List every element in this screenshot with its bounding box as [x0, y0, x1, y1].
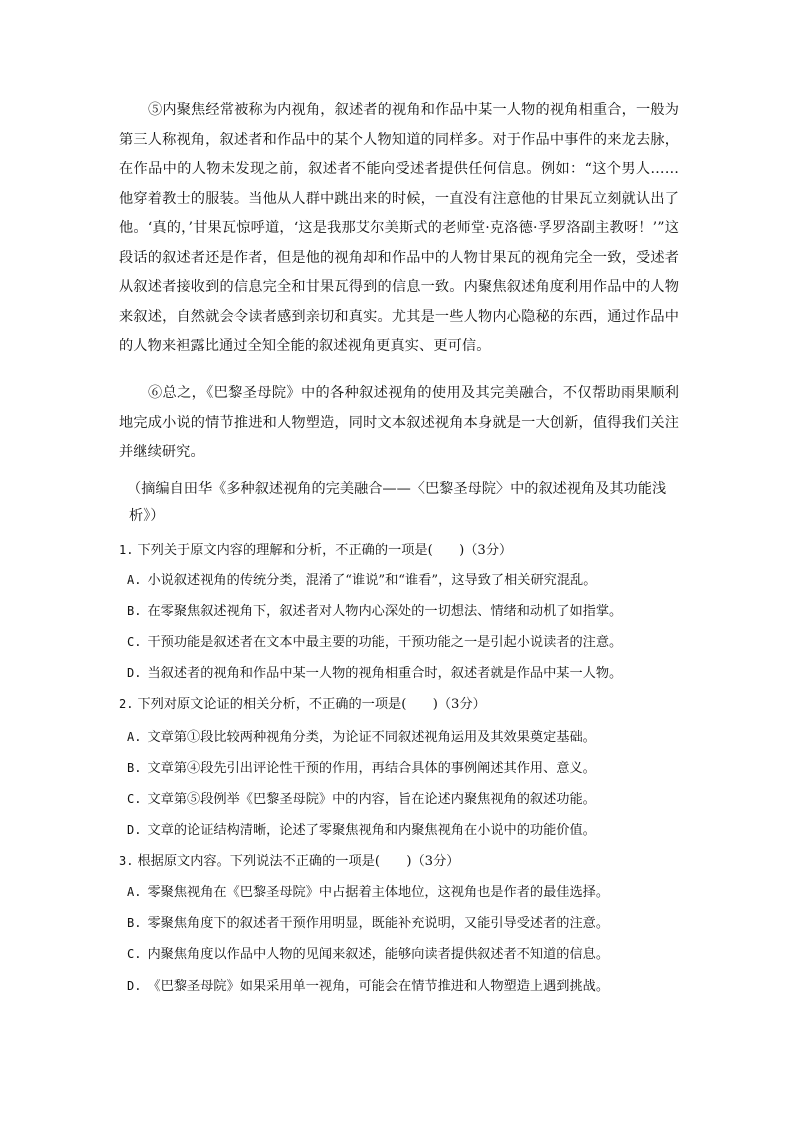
- question-3: [119, 851, 689, 872]
- question-2-option-d: [127, 820, 692, 841]
- option-text: 文章的论证结构清晰，论述了零聚焦视角和内聚焦视角在小说中的功能价值。: [147, 823, 596, 838]
- option-label: C.: [127, 635, 142, 649]
- paragraph-6: ⑥总之，《巴黎圣母院》中的各种叙述视角的使用及其完美融合，不仅帮助雨果顺利地完成小说的情节推进和人物塑造，同时文本叙述视角本身就是一大创新，值得我们关注并继续研究。: [119, 385, 679, 460]
- question-number: 3.: [119, 854, 134, 868]
- option-text: 《巴黎圣母院》如果采用单一视角，可能会在情节推进和人物塑造上遇到挑战。: [147, 979, 610, 994]
- option-label: A.: [127, 730, 142, 744]
- question-stem: 下列对原文论证的相关分析，不正确的一项是( )（3分）: [137, 697, 486, 712]
- option-text: 零聚焦角度下的叙述者干预作用明显，既能补充说明，又能引导受述者的注意。: [147, 916, 610, 931]
- option-text: 文章第⑤段例举《巴黎圣母院》中的内容，旨在论述内聚焦视角的叙述功能。: [147, 792, 596, 807]
- option-label: D.: [127, 979, 142, 993]
- question-3-option-a: [127, 882, 692, 903]
- question-1-option-c: [127, 632, 692, 653]
- question-1-option-b: [127, 601, 692, 622]
- option-text: 当叙述者的视角和作品中某一人物的视角相重合时，叙述者就是作品中某一人物。: [147, 666, 623, 681]
- question-stem: 下列关于原文内容的理解和分析，不正确的一项是( )（3分）: [137, 543, 513, 558]
- option-text: 零聚焦视角在《巴黎圣母院》中占据着主体地位，这视角也是作者的最佳选择。: [147, 885, 610, 900]
- option-text: 文章第①段比较两种视角分类，为论证不同叙述视角运用及其效果奠定基础。: [147, 730, 596, 745]
- option-label: B.: [127, 604, 142, 618]
- option-label: B.: [127, 916, 142, 930]
- option-text: 干预功能是叙述者在文本中最主要的功能，干预功能之一是引起小说读者的注意。: [147, 635, 623, 650]
- question-3-option-b: [127, 913, 692, 934]
- option-label: D.: [127, 823, 142, 837]
- option-label: B.: [127, 761, 142, 775]
- question-2-option-a: [127, 727, 692, 748]
- option-label: C.: [127, 947, 142, 961]
- paragraph-5: ⑤内聚焦经常被称为内视角，叙述者的视角和作品中某一人物的视角相重合，一般为第三人称视角，叙述者和作品中的某个人物知道的同样多。对于作品中事件的来龙去脉，在作品中的人物未发现之前，叙述者不能向受述者提供任何信息。例如：“这个男人……他穿着教士的服装。当他从人群中跳出来的时候，一直没有注意他的甘果瓦立刻就认出了他。‘真的，’甘果瓦惊呼道，‘这是我那艾尔美斯式的老师堂·克洛德·孚罗洛副主教呀！’”这段话的叙述者还是作者，但是他的视角却和作品中的人物甘果瓦的视角完全一致，受述者从叙述者接收到的信息完全和甘果瓦得到的信息一致。内聚焦叙述角度利用作品中的人物来叙述，自然就会令读者感到亲切和真实。尤其是一些人物内心隐秘的东西，通过作品中的人物来袒露比通过全知全能的叙述视角更真实、更可信。: [119, 102, 679, 354]
- question-2-option-b: [127, 758, 692, 779]
- source-citation: （摘编自田华《多种叙述视角的完美融合——〈巴黎圣母院〉中的叙述视角及其功能浅析》）: [127, 481, 667, 524]
- question-number: 2.: [119, 697, 134, 711]
- question-3-option-c: [127, 944, 692, 965]
- question-stem: 根据原文内容。下列说法不正确的一项是( )（3分）: [137, 854, 460, 869]
- option-text: 小说叙述视角的传统分类，混淆了“谁说”和“谁看”，这导致了相关研究混乱。: [147, 573, 597, 588]
- option-text: 在零聚焦叙述视角下，叙述者对人物内心深处的一切想法、情绪和动机了如指掌。: [147, 604, 623, 619]
- question-2-option-c: [127, 789, 692, 810]
- option-label: A.: [127, 885, 142, 899]
- question-1-option-a: [127, 570, 692, 591]
- option-label: A.: [127, 573, 142, 587]
- question-3-option-d: [127, 976, 692, 997]
- option-label: C.: [127, 792, 142, 806]
- question-1-option-d: [127, 663, 692, 684]
- question-1: [119, 540, 689, 561]
- question-2: [119, 694, 689, 715]
- question-number: 1.: [119, 543, 134, 557]
- option-text: 内聚焦角度以作品中人物的见闻来叙述，能够向读者提供叙述者不知道的信息。: [147, 947, 610, 962]
- option-label: D.: [127, 666, 142, 680]
- option-text: 文章第④段先引出评论性干预的作用，再结合具体的事例阐述其作用、意义。: [147, 761, 596, 776]
